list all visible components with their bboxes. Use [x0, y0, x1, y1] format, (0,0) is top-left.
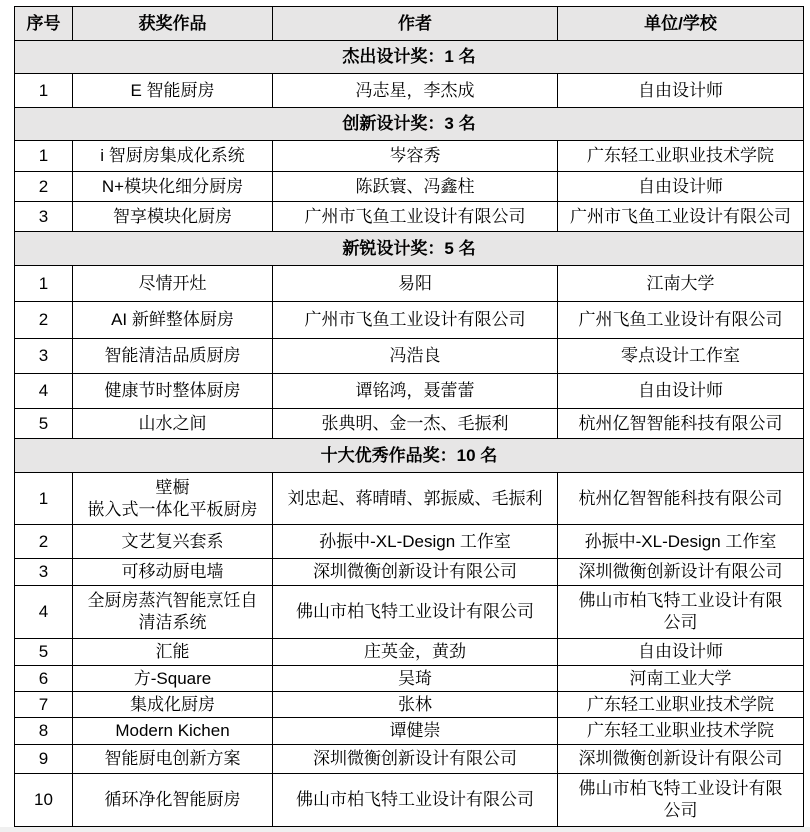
cell-author: 吴琦 — [273, 666, 558, 692]
cell-unit: 广东轻工业职业技术学院 — [558, 141, 804, 172]
cell-author: 易阳 — [273, 266, 558, 302]
cell-unit: 杭州亿智智能科技有限公司 — [558, 409, 804, 439]
cell-unit: 广东轻工业职业技术学院 — [558, 718, 804, 745]
cell-no: 5 — [15, 409, 73, 439]
cell-work: 尽情开灶 — [73, 266, 273, 302]
cell-unit: 河南工业大学 — [558, 666, 804, 692]
cell-no: 2 — [15, 302, 73, 339]
cell-no: 9 — [15, 745, 73, 774]
award-row — [15, 141, 804, 172]
section-header-row — [15, 41, 804, 74]
award-row — [15, 639, 804, 666]
cell-work: 智能清洁品质厨房 — [73, 339, 273, 374]
cell-work — [73, 586, 273, 639]
cell-unit: 自由设计师 — [558, 74, 804, 108]
cell-unit-text: 佛山市柏飞特工业设计有限公司 — [578, 779, 783, 820]
cell-author: 广州市飞鱼工业设计有限公司 — [273, 202, 558, 232]
award-row — [15, 559, 804, 586]
award-row — [15, 374, 804, 409]
cell-work: Modern Kichen — [73, 718, 273, 745]
cell-work: 循环净化智能厨房 — [73, 774, 273, 827]
cell-work: 方-Square — [73, 666, 273, 692]
cell-unit: 孙振中-XL-Design 工作室 — [558, 525, 804, 559]
cell-work: 智享模块化厨房 — [73, 202, 273, 232]
section-header-row — [15, 439, 804, 473]
cell-no: 6 — [15, 666, 73, 692]
section-header-row — [15, 232, 804, 266]
cell-unit: 江南大学 — [558, 266, 804, 302]
award-row — [15, 473, 804, 525]
award-row — [15, 586, 804, 639]
cell-no: 5 — [15, 639, 73, 666]
cell-unit: 自由设计师 — [558, 172, 804, 202]
cell-unit — [558, 586, 804, 639]
cell-no: 1 — [15, 74, 73, 108]
section-title: 杰出设计奖：1 名 — [15, 41, 804, 74]
cell-unit: 自由设计师 — [558, 639, 804, 666]
cell-unit: 广州市飞鱼工业设计有限公司 — [558, 202, 804, 232]
header-no: 序号 — [15, 7, 73, 41]
award-row — [15, 692, 804, 718]
cell-no: 3 — [15, 559, 73, 586]
award-row — [15, 745, 804, 774]
cell-work: AI 新鲜整体厨房 — [73, 302, 273, 339]
cell-author: 刘忠起、蒋晴晴、郭振威、毛振利 — [273, 473, 558, 525]
awards-table — [14, 6, 804, 827]
cell-author: 深圳微衡创新设计有限公司 — [273, 559, 558, 586]
cell-work — [73, 473, 273, 525]
cell-author: 广州市飞鱼工业设计有限公司 — [273, 302, 558, 339]
cell-work: 集成化厨房 — [73, 692, 273, 718]
page-bottom-strip — [0, 827, 810, 832]
section-header-row — [15, 108, 804, 141]
cell-work: E 智能厨房 — [73, 74, 273, 108]
cell-unit: 广州飞鱼工业设计有限公司 — [558, 302, 804, 339]
cell-unit: 广东轻工业职业技术学院 — [558, 692, 804, 718]
cell-unit: 深圳微衡创新设计有限公司 — [558, 745, 804, 774]
cell-work: 文艺复兴套系 — [73, 525, 273, 559]
cell-author: 谭铭鸿，聂蕾蕾 — [273, 374, 558, 409]
cell-work: N+模块化细分厨房 — [73, 172, 273, 202]
cell-author: 谭健崇 — [273, 718, 558, 745]
cell-author: 张典明、金一杰、毛振利 — [273, 409, 558, 439]
cell-author: 冯志星，李杰成 — [273, 74, 558, 108]
cell-no: 3 — [15, 339, 73, 374]
cell-no: 1 — [15, 473, 73, 525]
cell-author: 佛山市柏飞特工业设计有限公司 — [273, 586, 558, 639]
cell-no: 7 — [15, 692, 73, 718]
cell-no: 4 — [15, 586, 73, 639]
award-row — [15, 666, 804, 692]
cell-unit: 杭州亿智智能科技有限公司 — [558, 473, 804, 525]
cell-work-text: 壁橱 嵌入式一体化平板厨房 — [87, 477, 258, 519]
award-row — [15, 774, 804, 827]
award-row — [15, 409, 804, 439]
cell-work: 智能厨电创新方案 — [73, 745, 273, 774]
cell-unit: 深圳微衡创新设计有限公司 — [558, 559, 804, 586]
cell-work: 汇能 — [73, 639, 273, 666]
cell-no: 2 — [15, 525, 73, 559]
cell-unit — [558, 774, 804, 827]
cell-work: 可移动厨电墙 — [73, 559, 273, 586]
header-work: 获奖作品 — [73, 7, 273, 41]
award-row — [15, 202, 804, 232]
cell-author: 庄英金，黄劲 — [273, 639, 558, 666]
cell-author: 张林 — [273, 692, 558, 718]
section-title: 新锐设计奖：5 名 — [15, 232, 804, 266]
cell-no: 10 — [15, 774, 73, 827]
cell-no: 8 — [15, 718, 73, 745]
cell-author: 佛山市柏飞特工业设计有限公司 — [273, 774, 558, 827]
cell-unit: 自由设计师 — [558, 374, 804, 409]
cell-author: 陈跃寰、冯鑫柱 — [273, 172, 558, 202]
award-row — [15, 302, 804, 339]
cell-no: 4 — [15, 374, 73, 409]
section-title: 创新设计奖：3 名 — [15, 108, 804, 141]
award-row — [15, 266, 804, 302]
award-row — [15, 172, 804, 202]
table-header-row — [15, 7, 804, 41]
cell-work: 健康节时整体厨房 — [73, 374, 273, 409]
header-unit: 单位/学校 — [558, 7, 804, 41]
header-author: 作者 — [273, 7, 558, 41]
award-row — [15, 74, 804, 108]
cell-unit: 零点设计工作室 — [558, 339, 804, 374]
cell-author: 冯浩良 — [273, 339, 558, 374]
cell-no: 1 — [15, 266, 73, 302]
cell-author: 深圳微衡创新设计有限公司 — [273, 745, 558, 774]
section-title: 十大优秀作品奖：10 名 — [15, 439, 804, 473]
cell-work: i 智厨房集成化系统 — [73, 141, 273, 172]
cell-work-text: 全厨房蒸汽智能烹饪自清洁系统 — [87, 591, 258, 632]
cell-author: 岑容秀 — [273, 141, 558, 172]
cell-no: 2 — [15, 172, 73, 202]
cell-work: 山水之间 — [73, 409, 273, 439]
cell-unit-text: 佛山市柏飞特工业设计有限公司 — [578, 591, 783, 632]
cell-author: 孙振中-XL-Design 工作室 — [273, 525, 558, 559]
cell-no: 3 — [15, 202, 73, 232]
award-row — [15, 718, 804, 745]
award-row — [15, 525, 804, 559]
cell-no: 1 — [15, 141, 73, 172]
award-row — [15, 339, 804, 374]
